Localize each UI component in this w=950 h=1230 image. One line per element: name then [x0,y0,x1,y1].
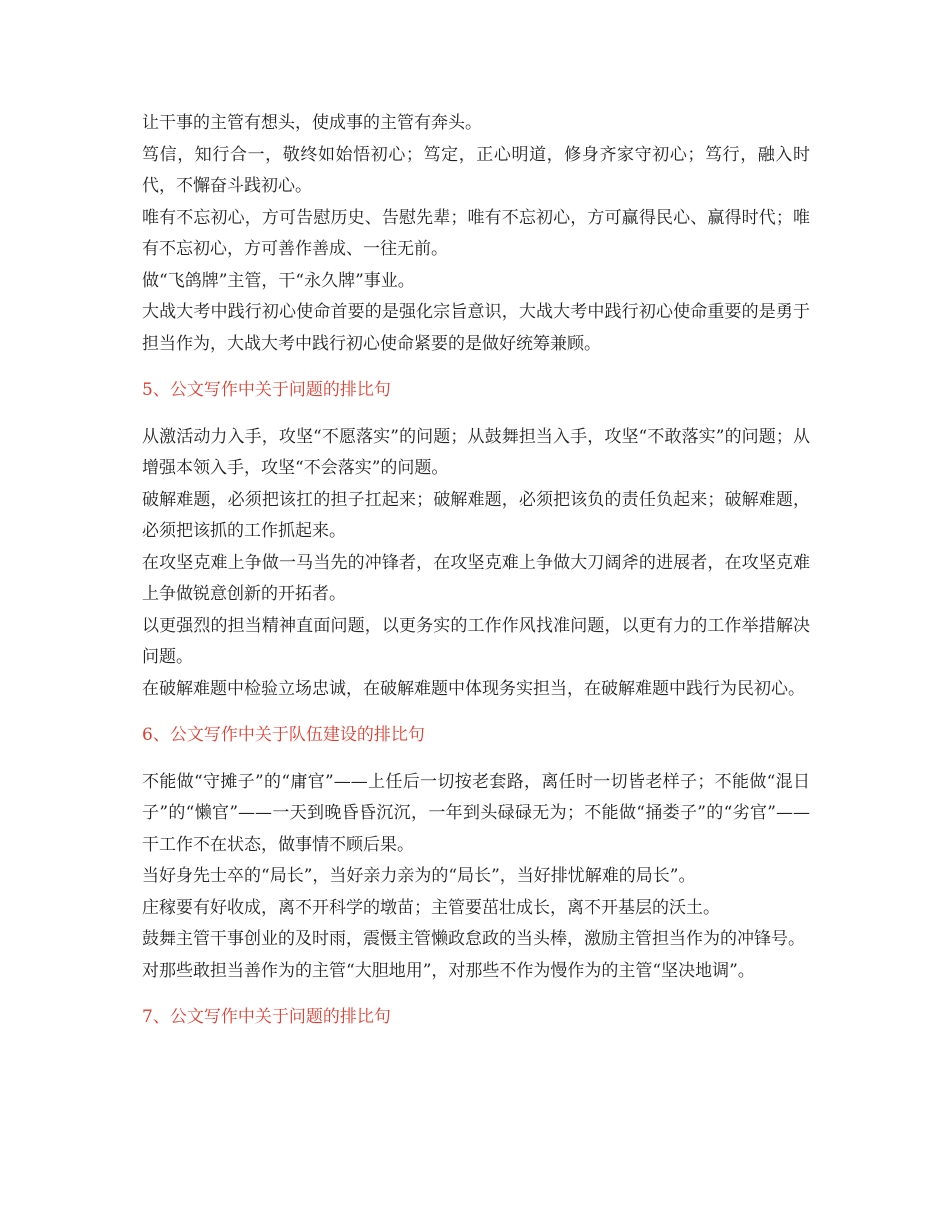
paragraph: 做“飞鸽牌”主管，干“永久牌”事业。 [142,270,415,291]
section-spacer [142,407,810,422]
section-heading-7: 7、公文写作中关于问题的排比句 [142,1007,391,1027]
paragraph: 以更强烈的担当精神直面问题，以更务实的工作作风找准问题，以更有力的工作举措解决问题。 [142,615,810,667]
section-spacer [142,360,810,375]
section-spacer [142,752,810,767]
paragraph: 不能做“守摊子”的“庸官”——上任后一切按老套路，离任时一切皆老样子；不能做“混日子”的“懒官”——一天到晚昏昏沉沉，一年到头碌碌无为；不能做“捅娄子”的“劣官”——干工作不在状态，做事情不顾后果。 [142,771,810,855]
paragraph: 在攻坚克难上争做一马当先的冲锋者，在攻坚克难上争做大刀阔斧的进展者，在攻坚克难上争做锐意创新的开拓者。 [142,552,810,604]
paragraph: 从激活动力入手，攻坚“不愿落实”的问题；从鼓舞担当入手，攻坚“不敢落实”的问题；从增强本领入手，攻坚“不会落实”的问题。 [142,426,810,478]
paragraph: 大战大考中践行初心使命首要的是强化宗旨意识，大战大考中践行初心使命重要的是勇于担当作为，大战大考中践行初心使命紧要的是做好统筹兼顾。 [142,302,810,354]
document-body [142,108,810,1034]
paragraph: 鼓舞主管干事创业的及时雨，震慑主管懒政怠政的当头棒，激励主管担当作为的冲锋号。 [142,929,805,949]
paragraph: 在破解难题中检验立场忠诚，在破解难题中体现务实担当，在破解难题中践行为民初心。 [142,678,805,699]
paragraph: 破解难题，必须把该扛的担子扛起来；破解难题，必须把该负的责任负起来；破解难题，必须把该抓的工作抓起来。 [142,489,810,541]
paragraph: 唯有不忘初心，方可告慰历史、告慰先辈；唯有不忘初心，方可赢得民心、赢得时代；唯有不忘初心，方可善作善成、一往无前。 [142,207,810,259]
paragraph: 让干事的主管有想头，使成事的主管有奔头。 [142,113,482,133]
section-heading-6: 6、公文写作中关于队伍建设的排比句 [142,725,425,745]
paragraph: 对那些敢担当善作为的主管“大胆地用”，对那些不作为慢作为的主管“坚决地调”。 [142,960,755,981]
paragraph: 当好身先士卒的“局长”，当好亲力亲为的“局长”，当好排忧解难的局长”。 [142,866,696,886]
paragraph: 笃信，知行合一，敬终如始悟初心；笃定，正心明道，修身齐家守初心；笃行，融入时代，不懈奋斗践初心。 [142,144,810,196]
section-spacer [142,705,810,720]
section-spacer [142,987,810,1002]
section-heading-5: 5、公文写作中关于问题的排比句 [142,380,391,400]
paragraph: 庄稼要有好收成，离不开科学的墩苗；主管要茁壮成长，离不开基层的沃土。 [142,897,720,918]
